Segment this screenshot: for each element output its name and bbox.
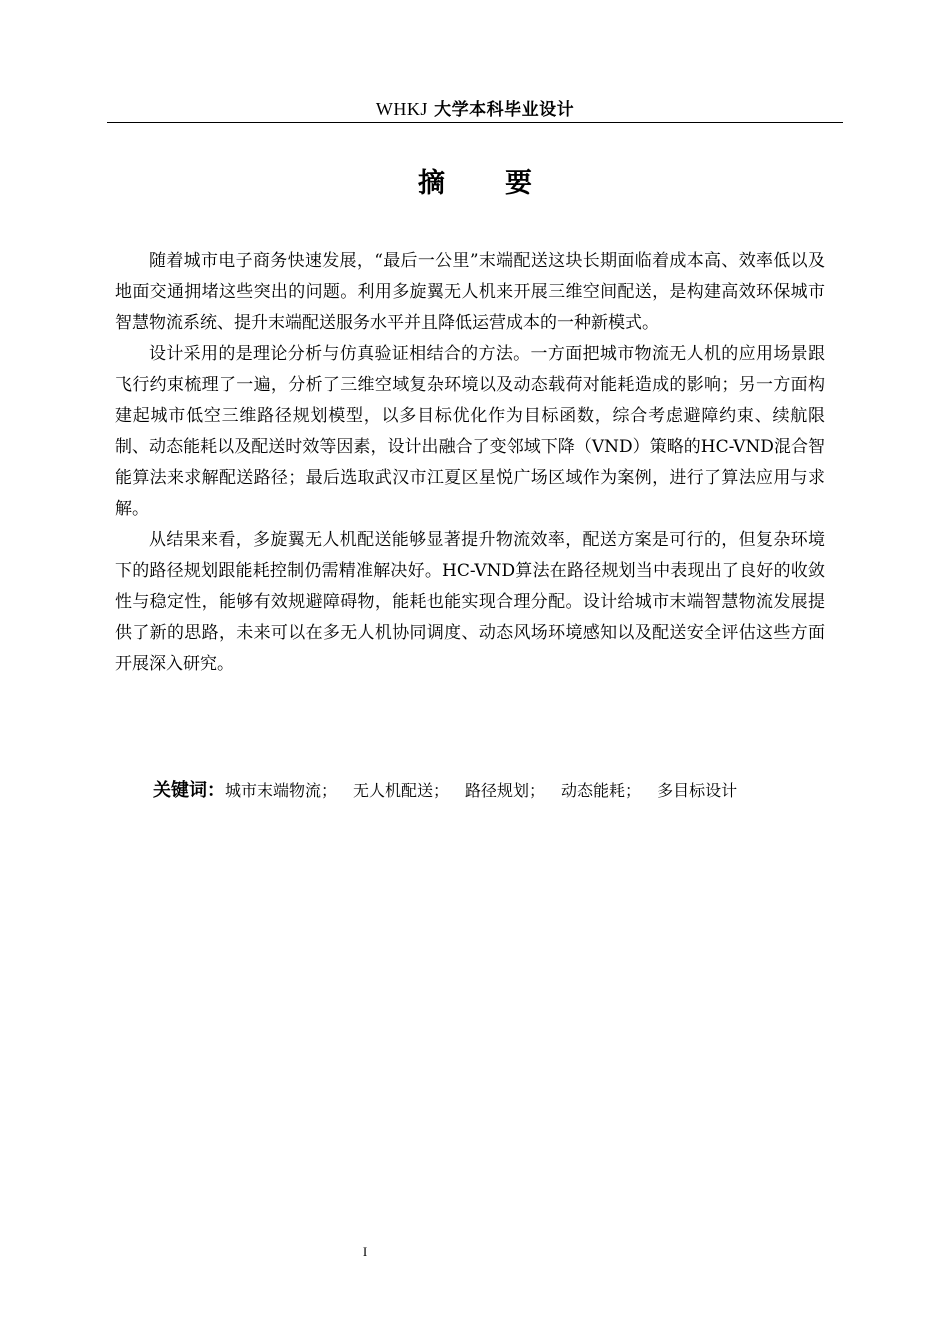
abstract-paragraph: 随着城市电子商务快速发展，“最后一公里”末端配送这块长期面临着成本高、效率低以及地面交通拥堵这些突出的问题。利用多旋翼无人机来开展三维空间配送，是构建高效环保城市智慧物流系统、提升末端配送服务水平并且降低运营成本的一种新模式。 (115, 251, 825, 333)
keyword-item: 城市末端物流； (225, 781, 338, 800)
keyword-item: 路径规划； (465, 781, 546, 800)
abstract-paragraph: 设计采用的是理论分析与仿真验证相结合的方法。一方面把城市物流无人机的应用场景跟飞行约束梳理了一遍，分析了三维空域复杂环境以及动态载荷对能耗造成的影响；另一方面构建起城市低空三维路径规划模型，以多目标优化作为目标函数，综合考虑避障约束、续航限制、动态能耗以及配送时效等因素，设计出融合了变邻域下降（VND）策略的HC-VND混合智能算法来求解配送路径；最后选取武汉市江夏区星悦广场区域作为案例，进行了算法应用与求解。 (115, 344, 825, 519)
abstract-body (115, 246, 825, 680)
keywords-line (153, 776, 843, 806)
header-document-type: 大学本科毕业设计 (434, 100, 575, 120)
running-header (107, 96, 843, 122)
keyword-item: 多目标设计 (657, 781, 738, 800)
page-number: I (362, 1244, 368, 1259)
header-divider (107, 122, 843, 123)
keyword-item: 无人机配送； (353, 781, 450, 800)
keyword-item: 动态能耗； (561, 781, 642, 800)
abstract-paragraph: 从结果来看，多旋翼无人机配送能够显著提升物流效率，配送方案是可行的，但复杂环境下的路径规划跟能耗控制仍需精准解决好。HC-VND算法在路径规划当中表现出了良好的收敛性与稳定性，能够有效规避障碍物，能耗也能实现合理分配。设计给城市末端智慧物流发展提供了新的思路，未来可以在多无人机协同调度、动态风场环境感知以及配送安全评估这些方面开展深入研究。 (115, 530, 825, 674)
keywords-label: 关键词： (153, 780, 225, 801)
page-title: 摘要 (418, 168, 592, 199)
header-school-code: WHKJ (375, 99, 428, 119)
